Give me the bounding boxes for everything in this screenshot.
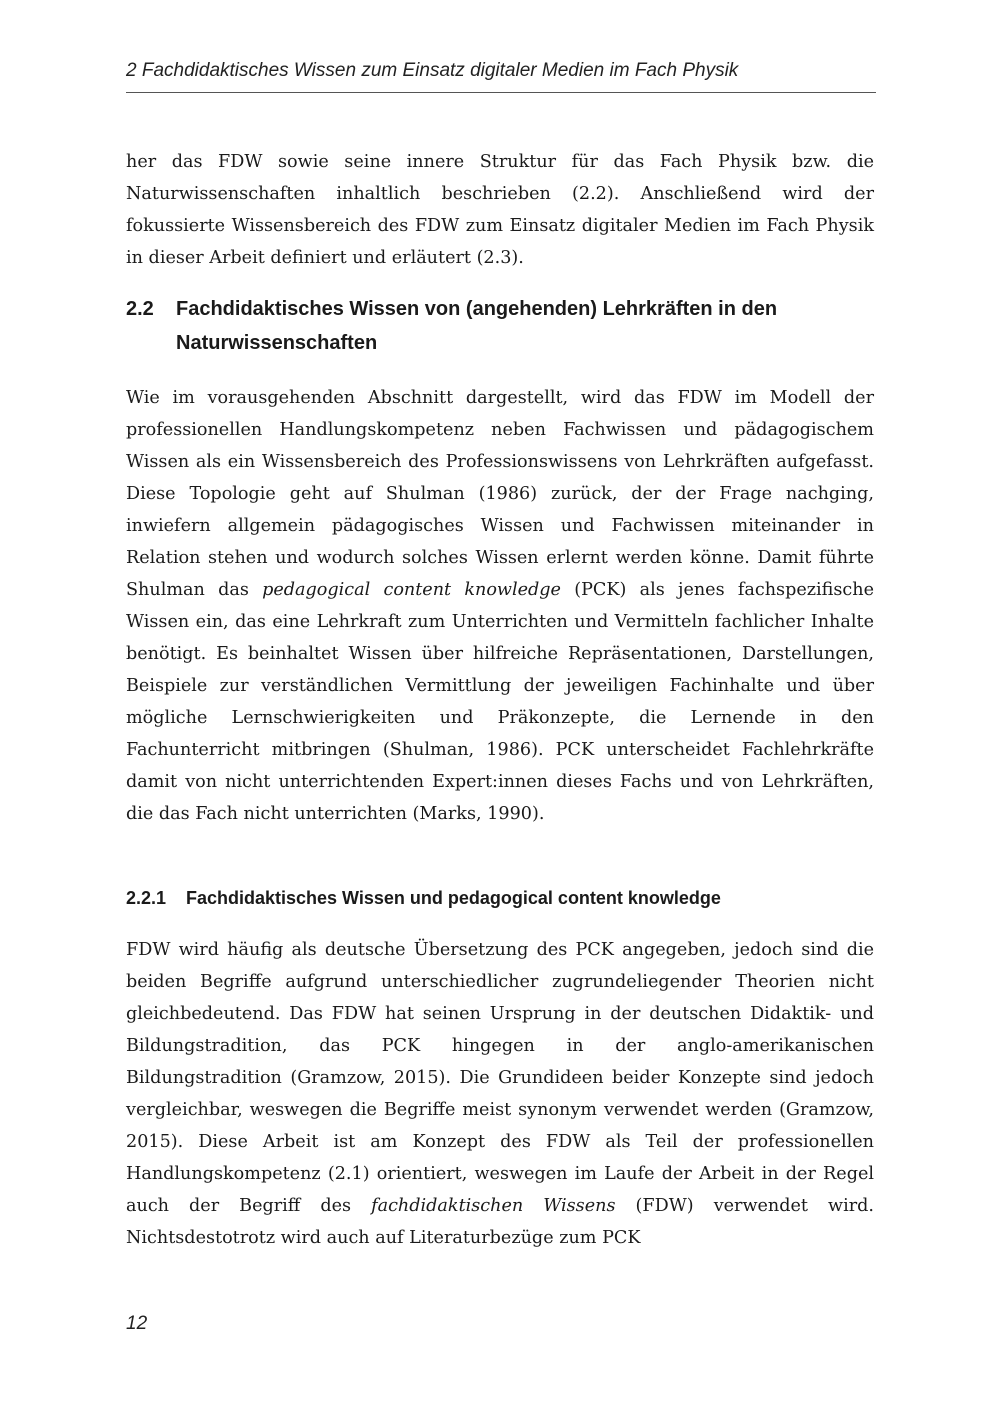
- section-title: Fachdidaktisches Wissen von (angehenden) Lehrkräften in den Naturwissenschaften: [176, 298, 778, 354]
- paragraph-text: Wie im vorausgehenden Abschnitt dargestellt, wird das FDW im Modell der professionellen Handlungskompetenz neben Fachwissen und pädagogischem Wissen als ein Wissensbereich des Professionswissens von Lehrkräften aufgefasst. Diese Topologie geht auf Shulman (1986) zurück, der der Frage nachging, inwiefern allgemein pädagogisches Wissen und Fachwissen miteinander in Relation stehen und wodurch solches Wissen erlernt werden könne. Damit führte Shulman das: [126, 388, 874, 600]
- section-heading-2-2: [126, 292, 876, 360]
- subsection-title: Fachdidaktisches Wissen und pedagogical content knowledge: [186, 888, 721, 908]
- italic-term: fachdidaktischen Wissens: [371, 1196, 616, 1216]
- paragraph-text: (FDW) verwendet wird. Nichtsdestotrotz wird auch auf Literaturbezüge zum PCK: [126, 1196, 874, 1248]
- page-number: 12: [126, 1313, 148, 1334]
- intro-paragraph: her das FDW sowie seine innere Struktur für das Fach Physik bzw. die Naturwissenschaften inhaltlich beschrieben (2.2). Anschließend wird der fokussierte Wissensbereich des FDW zum Einsatz digitaler Medien im Fach Physik in dieser Arbeit definiert und erläutert (2.3).: [126, 152, 874, 268]
- running-header: 2 Fachdidaktisches Wissen zum Einsatz digitaler Medien im Fach Physik: [126, 60, 876, 93]
- section-heading-2-2-1: [126, 885, 876, 911]
- paragraph-fdw-vs-pck: [126, 934, 874, 1254]
- paragraph-text: (PCK) als jenes fachspezifische Wissen ein, das eine Lehrkraft zum Unterrichten und Vermitteln fachlicher Inhalte benötigt. Es beinhaltet Wissen über hilfreiche Repräsentationen, Darstellungen, Beispiele zur verständlichen Vermittlung der jeweiligen Fachinhalte und über mögliche Lernschwierigkeiten und Präkonzepte, die Lernende in den Fachunterricht mitbringen (Shulman, 1986). PCK unterscheidet Fachlehrkräfte damit von nicht unterrichtenden Expert:innen dieses Fachs und von Lehrkräften, die das Fach nicht unterrichten (Marks, 1990).: [126, 580, 875, 824]
- paragraph-pck-origin: [126, 382, 874, 830]
- paragraph-text: FDW wird häufig als deutsche Übersetzung des PCK angegeben, jedoch sind die beiden Begriffe aufgrund unterschiedlicher zugrundeliegender Theorien nicht gleichbedeutend. Das FDW hat seinen Ursprung in der deutschen Didaktik- und Bildungstradition, das PCK hingegen in der anglo-amerikanischen Bildungstradition (Gramzow, 2015). Die Grundideen beider Konzepte sind jedoch vergleichbar, weswegen die Begriffe meist synonym verwendet werden (Gramzow, 2015). Diese Arbeit ist am Konzept des FDW als Teil der professionellen Handlungskompetenz (2.1) orientiert, weswegen im Laufe der Arbeit in der Regel auch der Begriff des: [126, 940, 874, 1216]
- subsection-number: 2.2.1: [126, 888, 167, 908]
- section-number: 2.2: [126, 298, 154, 320]
- italic-term: pedagogical content knowledge: [262, 580, 561, 600]
